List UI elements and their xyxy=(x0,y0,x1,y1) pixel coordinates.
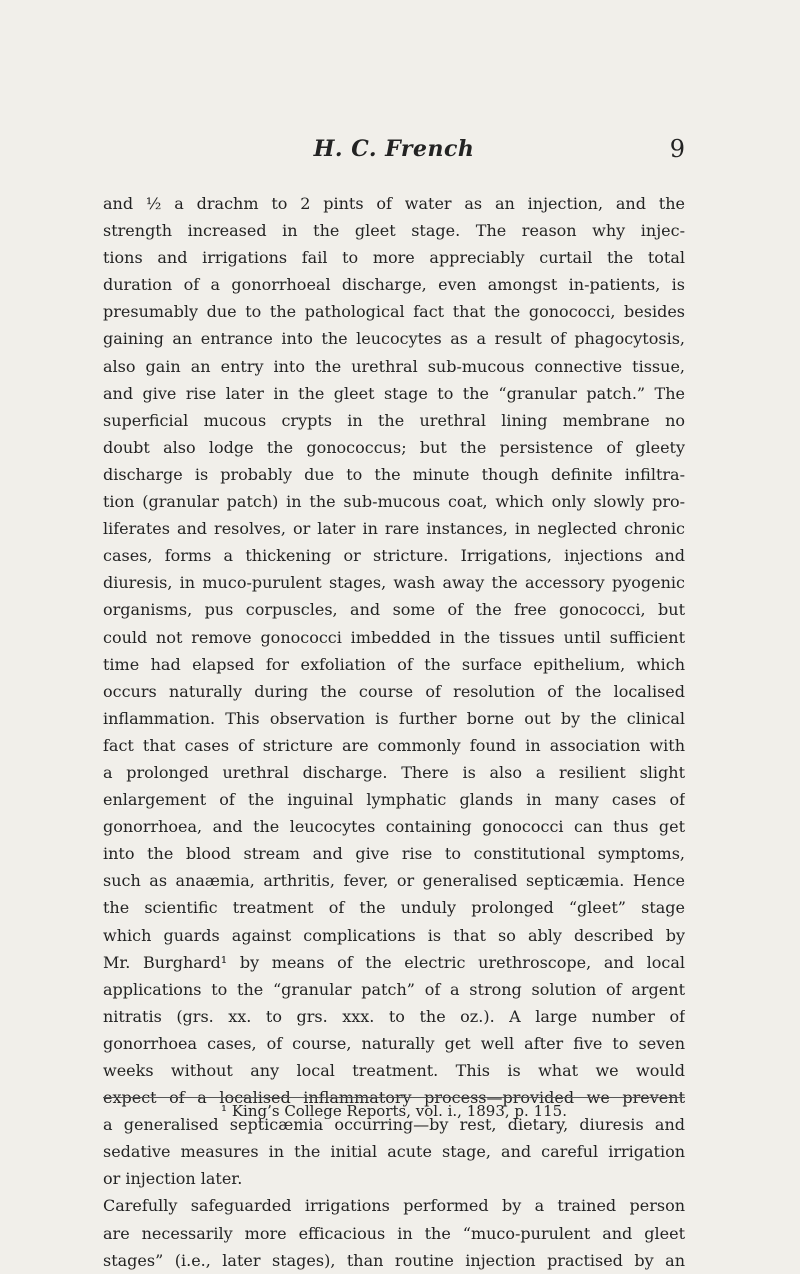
text-line: such as anaæmia, arthritis, fever, or generalised septicæmia. Hence xyxy=(103,871,685,891)
text-line: could not remove gonococci imbedded in the tissues until sufficient xyxy=(103,627,685,647)
text-line: tions and irrigations fail to more appreciably curtail the total xyxy=(103,248,685,268)
text-line: fact that cases of stricture are commonly found in association with xyxy=(103,735,685,755)
text-line: gonorrhoea cases, of course, naturally get well after five to seven xyxy=(103,1033,685,1053)
text-line: are necessarily more efficacious in the “muco-purulent and gleet xyxy=(103,1223,685,1243)
text-line: presumably due to the pathological fact that the gonococci, besides xyxy=(103,302,685,322)
running-head: H. C. French xyxy=(313,136,475,162)
page-number: 9 xyxy=(669,135,685,163)
text-line: inflammation. This observation is further borne out by the clinical xyxy=(103,708,685,728)
text-line: a generalised septicæmia occurring—by rest, dietary, diuresis and xyxy=(103,1115,685,1135)
text-line: gaining an entrance into the leucocytes as a result of phagocytosis, xyxy=(103,329,685,349)
text-line: Carefully safeguarded irrigations performed by a trained person xyxy=(103,1196,685,1216)
text-line: expect of a localised inflammatory process—provided we prevent xyxy=(103,1088,685,1108)
text-line: the scientific treatment of the unduly prolonged “gleet” stage xyxy=(103,898,685,918)
text-line: weeks without any local treatment. This is what we would xyxy=(103,1061,685,1080)
text-line: enlargement of the inguinal lymphatic glands in many cases of xyxy=(103,790,685,810)
text-line: stages” (i.e., later stages), than routine injection practised by an xyxy=(103,1250,685,1270)
text-line: nitratis (grs. xx. to grs. xxx. to the oz.). A large number of xyxy=(103,1006,685,1026)
text-line: liferates and resolves, or later in rare instances, in neglected chronic xyxy=(103,519,685,539)
text-line: also gain an entry into the urethral sub-mucous connective tissue, xyxy=(103,356,685,376)
page-header xyxy=(103,134,685,168)
text-line: time had elapsed for exfoliation of the surface epithelium, which xyxy=(103,654,685,674)
text-line: discharge is probably due to the minute though definite infiltra- xyxy=(103,464,685,484)
text-line: organisms, pus corpuscles, and some of the free gonococci, but xyxy=(103,600,685,620)
text-line: duration of a gonorrhoeal discharge, even amongst in-patients, is xyxy=(103,275,685,295)
text-line: or injection later. xyxy=(103,1169,243,1189)
text-line: a prolonged urethral discharge. There is also a resilient slight xyxy=(103,762,685,782)
text-line: doubt also lodge the gonococcus; but the persistence of gleety xyxy=(103,437,685,457)
text-line: cases, forms a thickening or stricture. Irrigations, injections and xyxy=(103,546,685,566)
footnote: ¹ King’s College Reports, vol. i., 1893, p. 115. xyxy=(221,1102,567,1120)
text-line: gonorrhoea, and the leucocytes containing gonococci can thus get xyxy=(103,817,685,837)
text-line: sedative measures in the initial acute stage, and careful irrigation xyxy=(103,1142,685,1162)
text-line: and give rise later in the gleet stage to the “granular patch.” The xyxy=(103,383,685,403)
footnote-divider xyxy=(103,1097,685,1098)
text-line: Mr. Burghard¹ by means of the electric urethroscope, and local xyxy=(103,952,685,972)
text-line: into the blood stream and give rise to constitutional symptoms, xyxy=(103,844,685,864)
text-line: which guards against complications is that so ably described by xyxy=(103,925,685,945)
text-line: superficial mucous crypts in the urethral lining membrane no xyxy=(103,410,685,430)
text-line: tion (granular patch) in the sub-mucous coat, which only slowly pro- xyxy=(103,492,685,512)
text-line: diuresis, in muco-purulent stages, wash away the accessory pyogenic xyxy=(103,573,685,593)
text-line: occurs naturally during the course of resolution of the localised xyxy=(103,681,685,701)
text-line: strength increased in the gleet stage. The reason why injec- xyxy=(103,221,685,241)
text-line: applications to the “granular patch” of a strong solution of argent xyxy=(103,979,685,999)
text-line: and ½ a drachm to 2 pints of water as an injection, and the xyxy=(103,194,685,213)
